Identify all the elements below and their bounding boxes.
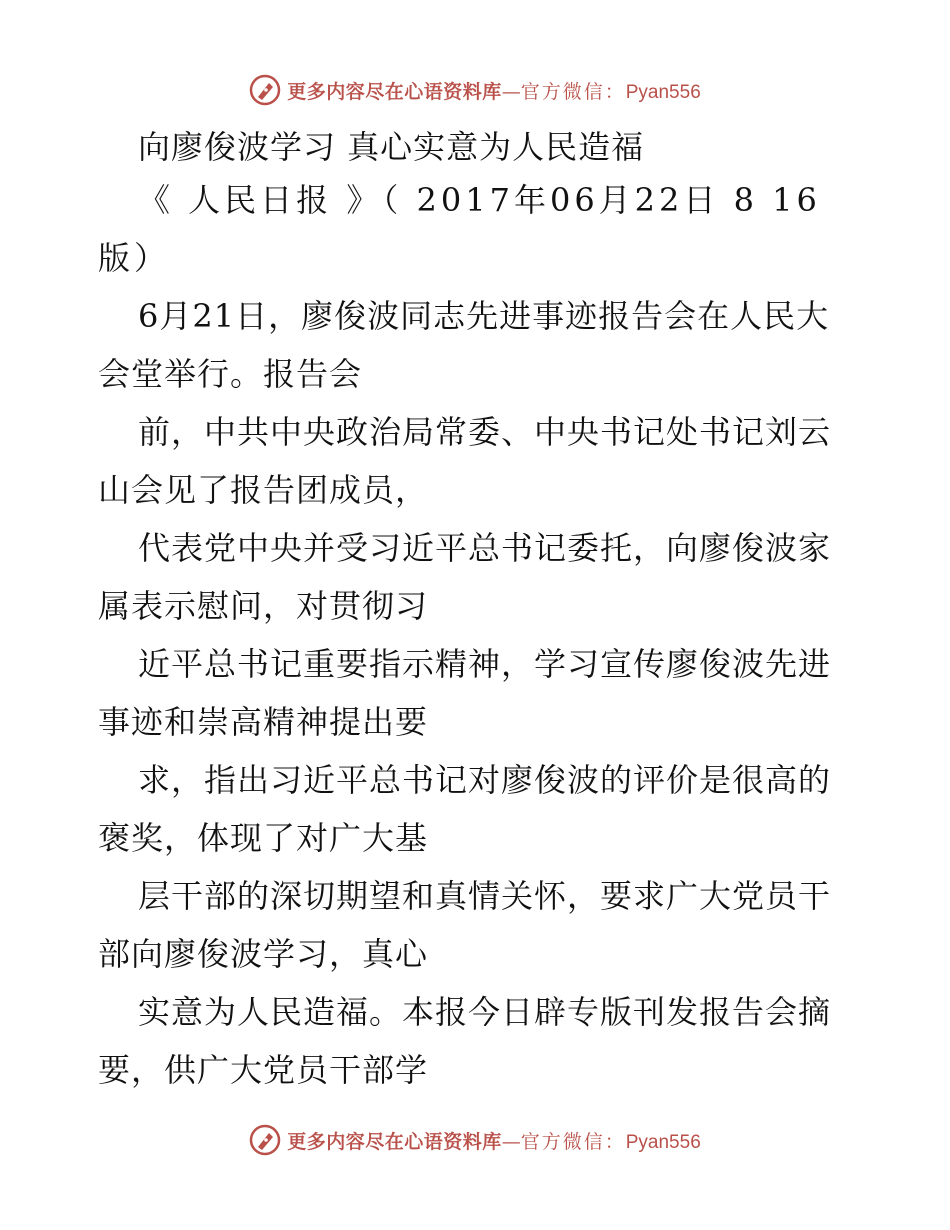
paragraph: 前，中共中央政治局常委、中央书记处书记刘云山会见了报告团成员， [98,413,832,509]
watermark-main-text: 更多内容尽在心语资料库 [287,80,502,103]
document-title: 向廖俊波学习 真心实意为人民造福 [138,128,645,166]
pen-nib-logo-icon [249,1124,281,1156]
watermark-separator: — [501,80,521,103]
document-source: 《 人民日报 》（ 2017年06月22日 8 16 版） [98,181,821,277]
document-body [98,123,858,1099]
watermark-wechat-id: Pyan556 [625,81,701,103]
paragraph: 6月21日，廖俊波同志先进事迹报告会在人民大会堂举行。报告会 [98,297,830,393]
paragraph: 代表党中央并受习近平总书记委托，向廖俊波家属表示慰问，对贯彻习 [98,529,832,625]
paragraph: 层干部的深切期望和真情关怀，要求广大党员干部向廖俊波学习，真心 [98,877,832,973]
watermark-main-text: 更多内容尽在心语资料库 [287,1130,502,1153]
pen-nib-logo-icon [249,74,281,106]
watermark-wechat-label: 官方微信： [520,1130,626,1153]
paragraph: 近平总书记重要指示精神，学习宣传廖俊波先进事迹和崇高精神提出要 [98,645,832,741]
watermark-text [287,77,701,104]
paragraph: 实意为人民造福。本报今日辟专版刊发报告会摘要，供广大党员干部学 [98,993,832,1089]
watermark-wechat-label: 官方微信： [520,80,626,103]
watermark-wechat-id: Pyan556 [625,1131,701,1153]
watermark-separator: — [501,1130,521,1153]
watermark-banner-top [0,72,950,108]
watermark-text [287,1127,701,1154]
watermark-banner-bottom [0,1122,950,1158]
paragraph: 求，指出习近平总书记对廖俊波的评价是很高的褒奖，体现了对广大基 [98,761,832,857]
